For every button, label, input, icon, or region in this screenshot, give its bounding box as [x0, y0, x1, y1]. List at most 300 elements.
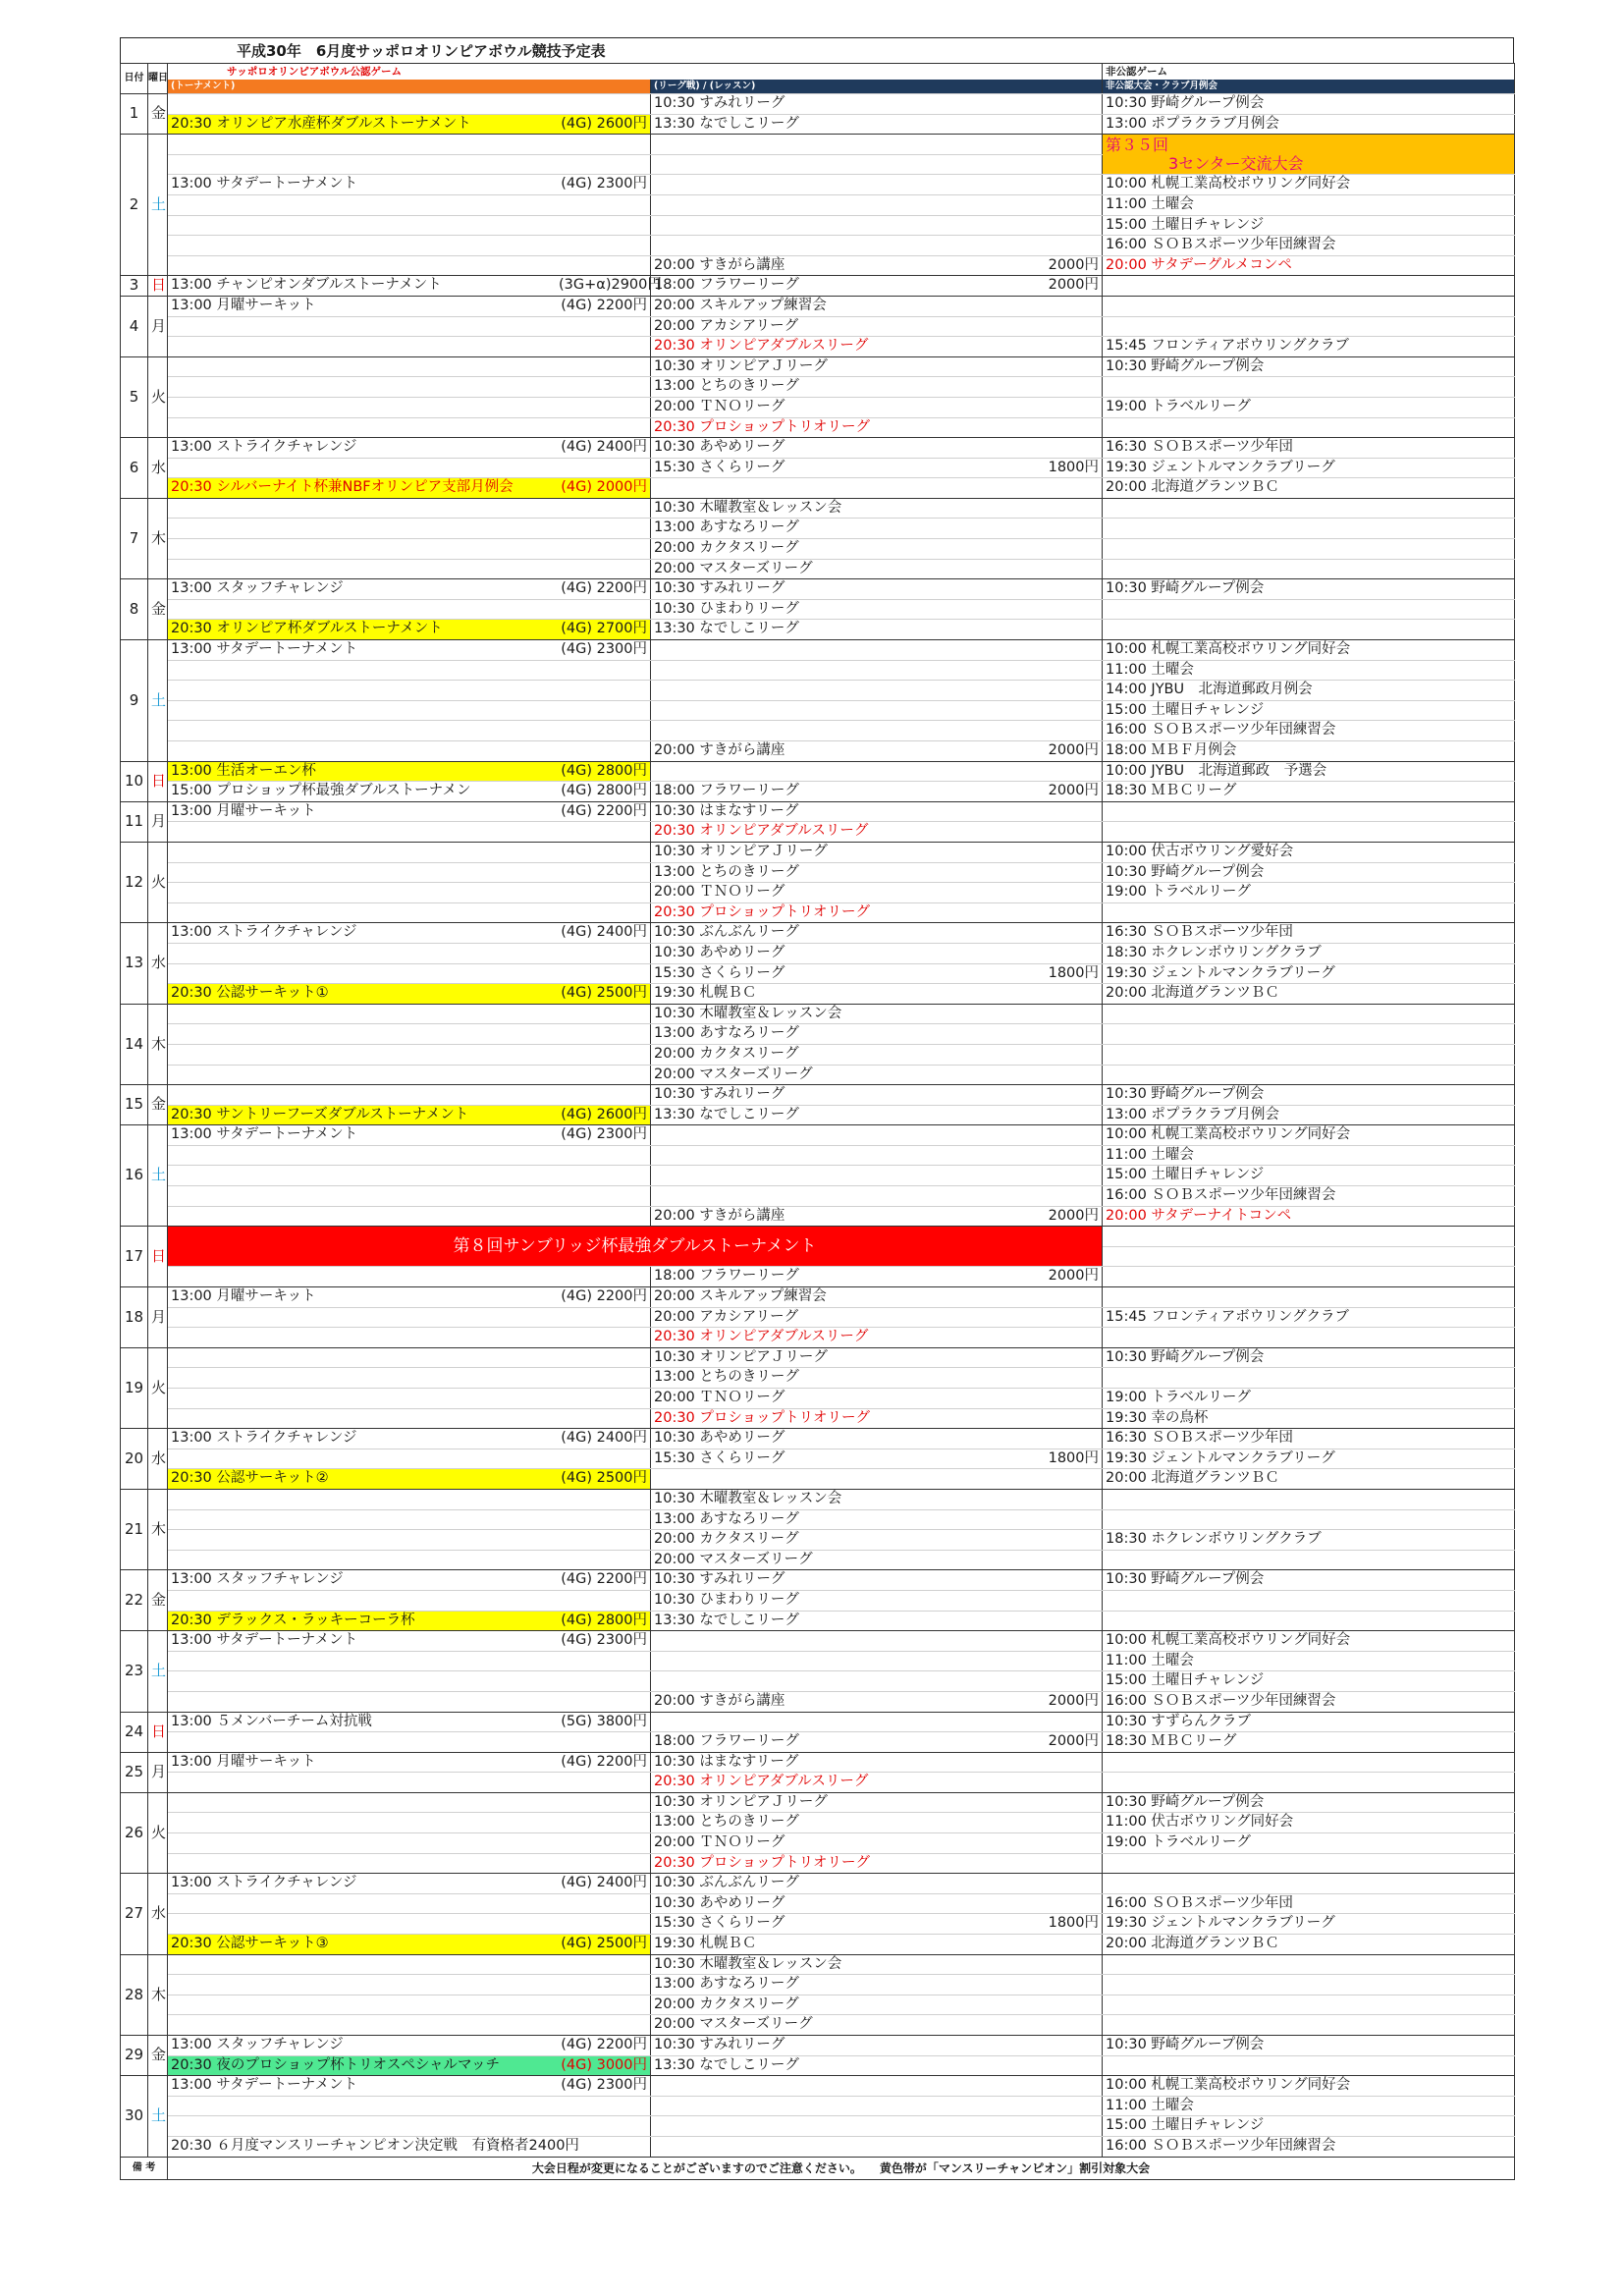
- club-event-cell: 16:00 ＳＯＢスポーツ少年団: [1103, 1893, 1515, 1914]
- club-event-cell: 20:00 サタデーナイトコンペ: [1103, 1206, 1515, 1227]
- league-cell: [651, 255, 1103, 276]
- tournament-cell: [168, 1914, 651, 1935]
- tournament-fee: (4G) 2800円: [561, 762, 647, 779]
- tournament-cell: [168, 438, 651, 459]
- tournament-cell: [168, 1611, 651, 1631]
- schedule-row: [121, 1227, 1515, 1247]
- tournament-name: 13:00 月曜サーキット: [171, 802, 316, 819]
- schedule-row: [121, 478, 1515, 499]
- league-name: 10:30 すみれリーグ: [654, 2037, 785, 2052]
- tournament-cell: [168, 2076, 651, 2097]
- league-cell: [651, 1631, 1103, 1652]
- league-name: 20:30 オリンピアダブルスリーグ: [654, 1774, 869, 1790]
- league-cell: [651, 1691, 1103, 1712]
- club-event-cell: 10:00 JYBU 北海道郵政 予選会: [1103, 761, 1515, 782]
- league-fee: 2000円: [1048, 277, 1100, 294]
- club-event-cell: 19:30 ジェントルマンクラブリーグ: [1103, 963, 1515, 984]
- exchange-event-number: 第３５回: [1106, 135, 1169, 154]
- schedule-table: [120, 63, 1515, 2180]
- league-cell: [651, 1935, 1103, 1955]
- club-event-cell: 10:00 伏古ボウリング愛好会: [1103, 842, 1515, 862]
- day-number: 9: [121, 640, 148, 762]
- league-name: 13:00 あすなろリーグ: [654, 519, 799, 536]
- tournament-cell: [168, 883, 651, 903]
- tournament-cell: [168, 1671, 651, 1692]
- schedule-row: [121, 1935, 1515, 1955]
- league-cell: [651, 377, 1103, 398]
- tournament-cell: [168, 519, 651, 539]
- schedule-row: [121, 1732, 1515, 1753]
- day-number: 18: [121, 1287, 148, 1348]
- league-cell: [651, 1307, 1103, 1328]
- league-cell: [651, 417, 1103, 438]
- club-event-cell: 16:00 ＳＯＢスポーツ少年団練習会: [1103, 721, 1515, 741]
- league-name: 10:30 はまなすリーグ: [654, 1753, 799, 1770]
- schedule-row: [121, 1509, 1515, 1530]
- tournament-name: 13:00 スタッフチャレンジ: [171, 2037, 344, 2052]
- tournament-cell: [168, 1732, 651, 1753]
- tournament-cell: [168, 175, 651, 195]
- league-name: 20:00 カクタスリーグ: [654, 1995, 799, 2012]
- schedule-row: [121, 377, 1515, 398]
- league-name: 20:00 ＴＮＯリーグ: [654, 1390, 785, 1405]
- club-event-cell: [1103, 498, 1515, 519]
- tournament-cell: [168, 681, 651, 701]
- schedule-row: [121, 822, 1515, 843]
- tournament-cell: [168, 1287, 651, 1308]
- weekday: 金: [148, 1085, 168, 1125]
- league-fee: 2000円: [1048, 1733, 1100, 1750]
- league-cell: [651, 1509, 1103, 1530]
- league-name: 10:30 すみれリーグ: [654, 1571, 785, 1588]
- schedule-row: [121, 1024, 1515, 1045]
- club-event-cell: 11:00 土曜会: [1103, 1145, 1515, 1166]
- tournament-cell: [168, 579, 651, 600]
- tournament-fee: (4G) 2600円: [561, 1106, 647, 1122]
- schedule-row: [121, 236, 1515, 256]
- tournament-cell: [168, 2055, 651, 2076]
- club-event-cell: [1103, 1752, 1515, 1773]
- league-cell: [651, 175, 1103, 195]
- tournament-fee: (4G) 2800円: [561, 1612, 647, 1628]
- league-cell: [651, 963, 1103, 984]
- club-event-cell: [1103, 1044, 1515, 1065]
- club-event-cell: [1103, 902, 1515, 923]
- league-name: 10:30 オリンピアＪリーグ: [654, 1793, 828, 1810]
- league-name: 20:30 プロショップトリオリーグ: [654, 1854, 870, 1871]
- schedule-row: [121, 1611, 1515, 1631]
- league-cell: [651, 559, 1103, 579]
- league-cell: [651, 1995, 1103, 2015]
- schedule-row: [121, 1105, 1515, 1125]
- league-name: 20:00 すきがら講座: [654, 256, 785, 273]
- league-name: 10:30 あやめリーグ: [654, 1894, 785, 1911]
- club-event-cell: 19:00 トラベルリーグ: [1103, 397, 1515, 417]
- day-number: 3: [121, 276, 148, 297]
- league-name: 10:30 木曜教室＆レッスン会: [654, 1005, 842, 1021]
- league-cell: [651, 276, 1103, 297]
- schedule-row: [121, 539, 1515, 560]
- league-cell: [651, 1651, 1103, 1671]
- tournament-name: 15:00 プロショップ杯最強ダブルストーナメン: [171, 783, 471, 799]
- schedule-row: [121, 1368, 1515, 1389]
- header-tournament: (トーナメント): [168, 80, 651, 94]
- league-name: 10:30 木曜教室＆レッスン会: [654, 499, 842, 516]
- league-name: 10:30 オリンピアＪリーグ: [654, 1348, 828, 1365]
- day-number: 11: [121, 801, 148, 842]
- tournament-cell: [168, 1449, 651, 1469]
- exchange-event-title: 3センター交流大会: [1106, 154, 1304, 174]
- league-cell: [651, 2096, 1103, 2116]
- schedule-row: [121, 2015, 1515, 2036]
- club-event-cell: 20:00 サタデーグルメコンペ: [1103, 255, 1515, 276]
- league-cell: [651, 782, 1103, 802]
- schedule-row: [121, 519, 1515, 539]
- league-cell: [651, 1792, 1103, 1813]
- schedule-row: [121, 842, 1515, 862]
- club-event-cell: 10:30 野崎グループ例会: [1103, 1085, 1515, 1106]
- league-cell: [651, 1328, 1103, 1348]
- tournament-cell: [168, 1469, 651, 1490]
- league-cell: [651, 1024, 1103, 1045]
- schedule-row: [121, 1874, 1515, 1894]
- league-name: 10:30 すみれリーグ: [654, 95, 785, 111]
- league-cell: [651, 1085, 1103, 1106]
- league-cell: [651, 1145, 1103, 1166]
- tournament-cell: [168, 559, 651, 579]
- league-cell: [651, 1408, 1103, 1429]
- tournament-cell: [168, 620, 651, 640]
- club-event-cell: [1103, 316, 1515, 337]
- league-cell: [651, 154, 1103, 175]
- tournament-cell: [168, 1065, 651, 1085]
- league-name: 10:30 ひまわりリーグ: [654, 600, 799, 617]
- club-event-cell: [1103, 296, 1515, 316]
- league-fee: 2000円: [1048, 742, 1100, 758]
- schedule-row: [121, 1590, 1515, 1611]
- league-name: 10:30 木曜教室＆レッスン会: [654, 1955, 842, 1972]
- league-name: 20:00 カクタスリーグ: [654, 1531, 799, 1548]
- league-cell: [651, 1389, 1103, 1409]
- tournament-cell: [168, 135, 651, 155]
- tournament-cell: [168, 1024, 651, 1045]
- schedule-row: [121, 2036, 1515, 2056]
- league-name: 20:30 プロショップトリオリーグ: [654, 903, 870, 920]
- league-cell: [651, 1833, 1103, 1854]
- day-number: 5: [121, 356, 148, 437]
- tournament-cell: [168, 478, 651, 499]
- schedule-row: [121, 1145, 1515, 1166]
- league-name: 10:30 オリンピアＪリーグ: [654, 843, 828, 859]
- schedule-row: [121, 579, 1515, 600]
- schedule-row: [121, 1995, 1515, 2015]
- club-event-cell: [1103, 1024, 1515, 1045]
- league-name: 20:00 カクタスリーグ: [654, 1045, 799, 1062]
- league-cell: [651, 640, 1103, 661]
- schedule-row: [121, 943, 1515, 963]
- tournament-cell: [168, 1145, 651, 1166]
- league-name: 19:30 札幌ＢＣ: [654, 1936, 757, 1952]
- club-event-cell: 10:00 札幌工業高校ボウリング同好会: [1103, 175, 1515, 195]
- tournament-cell: [168, 1590, 651, 1611]
- schedule-row: [121, 498, 1515, 519]
- tournament-cell: [168, 1631, 651, 1652]
- tournament-name: 20:30 オリンピア水産杯ダブルストーナメント: [171, 115, 471, 132]
- tournament-cell: [168, 1712, 651, 1732]
- day-number: 27: [121, 1874, 148, 1954]
- league-name: 10:30 オリンピアＪリーグ: [654, 357, 828, 374]
- schedule-row: [121, 1044, 1515, 1065]
- tournament-name: 20:30 ６月度マンスリーチャンピオン決定戦 有資格者2400円: [171, 2137, 579, 2154]
- tournament-name: 13:00 サタデートーナメント: [171, 641, 358, 658]
- schedule-row: [121, 194, 1515, 215]
- tournament-cell: [168, 1307, 651, 1328]
- league-cell: [651, 599, 1103, 620]
- footer-note: 大会日程が変更になることがございますのでご注意ください。 黄色帯が「マンスリーチャンピオン」割引対象大会: [168, 2157, 1515, 2179]
- tournament-fee: (4G) 2300円: [561, 1632, 647, 1649]
- tournament-cell: [168, 1874, 651, 1894]
- schedule-row: [121, 862, 1515, 883]
- day-number: 20: [121, 1429, 148, 1490]
- club-event-cell: 18:30 ホクレンボウリングクラブ: [1103, 943, 1515, 963]
- tournament-cell: [168, 337, 651, 357]
- league-name: 13:00 とちのきリーグ: [654, 1369, 799, 1386]
- schedule-row: [121, 1530, 1515, 1551]
- schedule-row: [121, 660, 1515, 681]
- schedule-row: [121, 135, 1515, 155]
- league-cell: [651, 1206, 1103, 1227]
- schedule-row: [121, 1186, 1515, 1207]
- club-event-cell: 10:00 札幌工業高校ボウリング同好会: [1103, 2076, 1515, 2097]
- weekday: 水: [148, 923, 168, 1004]
- schedule-row: [121, 1651, 1515, 1671]
- club-event-cell: 15:00 土曜日チャレンジ: [1103, 215, 1515, 236]
- league-name: 20:00 マスターズリーグ: [654, 2016, 813, 2033]
- club-event-cell: 20:00 北海道グランツＢＣ: [1103, 1935, 1515, 1955]
- tournament-cell: [168, 782, 651, 802]
- club-event-cell: [1103, 1227, 1515, 1247]
- schedule-row: [121, 963, 1515, 984]
- tournament-cell: [168, 1206, 651, 1227]
- league-cell: [651, 1893, 1103, 1914]
- schedule-row: [121, 1853, 1515, 1874]
- club-event-cell: 16:30 ＳＯＢスポーツ少年団: [1103, 438, 1515, 459]
- tournament-cell: [168, 1570, 651, 1591]
- schedule-row: [121, 1712, 1515, 1732]
- club-event-cell: 13:00 ポプラクラブ月例会: [1103, 1105, 1515, 1125]
- schedule-row: [121, 1570, 1515, 1591]
- weekday: 水: [148, 438, 168, 499]
- schedule-row: [121, 1004, 1515, 1024]
- tournament-fee: (4G) 2300円: [561, 641, 647, 658]
- club-event-cell: [1103, 1853, 1515, 1874]
- tournament-name: 13:00 ストライクチャレンジ: [171, 439, 357, 456]
- tournament-cell: [168, 215, 651, 236]
- league-cell: [651, 984, 1103, 1005]
- league-cell: [651, 1611, 1103, 1631]
- club-event-cell: 11:00 土曜会: [1103, 1651, 1515, 1671]
- league-name: 13:00 とちのきリーグ: [654, 1814, 799, 1831]
- tournament-name: 13:00 月曜サーキット: [171, 1753, 316, 1770]
- tournament-name: 13:00 月曜サーキット: [171, 1288, 316, 1305]
- day-number: 7: [121, 498, 148, 578]
- schedule-row: [121, 1833, 1515, 1854]
- league-name: 15:30 さくらリーグ: [654, 1915, 785, 1932]
- tournament-name: 13:00 ５メンバーチーム対抗戦: [171, 1713, 372, 1729]
- league-name: 20:30 オリンピアダブルスリーグ: [654, 823, 869, 840]
- club-event-cell: [1103, 1550, 1515, 1570]
- schedule-row: [121, 681, 1515, 701]
- schedule-row: [121, 1631, 1515, 1652]
- tournament-cell: [168, 1347, 651, 1368]
- tournament-name: 13:00 生活オーエン杯: [171, 762, 316, 779]
- club-event-cell: [1103, 1590, 1515, 1611]
- weekday: 木: [148, 1954, 168, 2035]
- day-number: 28: [121, 1954, 148, 2035]
- club-event-cell: 19:00 トラベルリーグ: [1103, 883, 1515, 903]
- tournament-cell: [168, 1389, 651, 1409]
- day-number: 8: [121, 579, 148, 640]
- club-event-cell: [1103, 559, 1515, 579]
- league-cell: [651, 721, 1103, 741]
- day-number: 1: [121, 94, 148, 135]
- league-cell: [651, 296, 1103, 316]
- league-cell: [651, 1914, 1103, 1935]
- page-title: 平成30年 6月度サッポロオリンピアボウル競技予定表: [120, 37, 1514, 63]
- league-name: 13:00 あすなろリーグ: [654, 1976, 799, 1993]
- day-number: 4: [121, 296, 148, 356]
- tournament-cell: [168, 943, 651, 963]
- header-official: サッポロオリンピアボウル公認ゲーム: [168, 64, 1103, 81]
- schedule-row: [121, 599, 1515, 620]
- club-event-cell: 15:00 土曜日チャレンジ: [1103, 1671, 1515, 1692]
- day-number: 16: [121, 1125, 148, 1227]
- tournament-cell: [168, 1853, 651, 1874]
- header-date: 日付: [121, 64, 148, 94]
- day-number: 14: [121, 1004, 148, 1084]
- schedule-row: [121, 1065, 1515, 1085]
- league-name: 18:00 フラワーリーグ: [654, 1268, 799, 1285]
- league-name: 20:00 ＴＮＯリーグ: [654, 398, 785, 414]
- schedule-row: [121, 741, 1515, 762]
- league-cell: [651, 1550, 1103, 1570]
- league-cell: [651, 1773, 1103, 1793]
- club-event-cell: 11:00 伏古ボウリング同好会: [1103, 1813, 1515, 1833]
- day-number: 19: [121, 1347, 148, 1428]
- club-event-cell: 18:30 ＭＢＣリーグ: [1103, 782, 1515, 802]
- weekday: 日: [148, 276, 168, 297]
- weekday: 木: [148, 1004, 168, 1084]
- league-cell: [651, 1712, 1103, 1732]
- tournament-name: 20:30 デラックス・ラッキーコーラ杯: [171, 1612, 415, 1628]
- schedule-row: [121, 1975, 1515, 1995]
- schedule-row: [121, 1328, 1515, 1348]
- tournament-cell: [168, 316, 651, 337]
- league-name: 15:30 さくらリーグ: [654, 964, 785, 981]
- club-event-cell: [1103, 377, 1515, 398]
- league-cell: [651, 397, 1103, 417]
- day-number: 6: [121, 438, 148, 499]
- club-event-cell: [1103, 519, 1515, 539]
- tournament-cell: [168, 822, 651, 843]
- tournament-fee: (4G) 2500円: [561, 1470, 647, 1487]
- league-name: 20:30 プロショップトリオリーグ: [654, 1409, 870, 1426]
- tournament-cell: [168, 700, 651, 721]
- league-name: 13:00 とちのきリーグ: [654, 378, 799, 395]
- league-cell: [651, 519, 1103, 539]
- club-event-cell: [1103, 1267, 1515, 1287]
- tournament-cell: [168, 2116, 651, 2137]
- league-cell: [651, 579, 1103, 600]
- weekday: 土: [148, 640, 168, 762]
- league-cell: [651, 236, 1103, 256]
- club-event-cell: 11:00 土曜会: [1103, 660, 1515, 681]
- tournament-name: 13:00 ストライクチャレンジ: [171, 1875, 357, 1891]
- league-name: 20:00 スキルアップ練習会: [654, 297, 827, 313]
- schedule-row: [121, 1267, 1515, 1287]
- league-cell: [651, 1671, 1103, 1692]
- league-name: 10:30 あやめリーグ: [654, 439, 785, 456]
- schedule-row: [121, 2096, 1515, 2116]
- tournament-cell: [168, 397, 651, 417]
- tournament-cell: [168, 923, 651, 944]
- club-event-cell: 16:00 ＳＯＢスポーツ少年団練習会: [1103, 236, 1515, 256]
- schedule-row: [121, 1287, 1515, 1308]
- schedule-row: [121, 1125, 1515, 1146]
- league-cell: [651, 478, 1103, 499]
- tournament-name: 13:00 サタデートーナメント: [171, 176, 358, 192]
- league-cell: [651, 1368, 1103, 1389]
- tournament-cell: [168, 1368, 651, 1389]
- league-cell: [651, 194, 1103, 215]
- club-event-cell: [1103, 1287, 1515, 1308]
- club-event-cell: 10:30 野崎グループ例会: [1103, 1792, 1515, 1813]
- tournament-name: 20:30 公認サーキット③: [171, 1936, 329, 1952]
- schedule-row: [121, 620, 1515, 640]
- tournament-name: 13:00 サタデートーナメント: [171, 1632, 358, 1649]
- tournament-cell: [168, 276, 662, 297]
- league-name: 20:00 すきがら講座: [654, 1207, 785, 1224]
- club-event-cell: 15:45 フロンティアボウリングクラブ: [1103, 1307, 1515, 1328]
- club-event-cell: 10:30 野崎グループ例会: [1103, 1570, 1515, 1591]
- league-name: 13:00 とちのきリーグ: [654, 863, 799, 880]
- schedule-row: [121, 2136, 1515, 2157]
- footer-label: 備 考: [121, 2157, 168, 2179]
- header-weekday: 曜日: [148, 64, 168, 94]
- weekday: 金: [148, 94, 168, 135]
- league-name: 20:00 マスターズリーグ: [654, 1066, 813, 1082]
- schedule-row: [121, 1085, 1515, 1106]
- league-name: 20:00 ＴＮＯリーグ: [654, 1834, 785, 1851]
- schedule-row: [121, 1550, 1515, 1570]
- schedule-row: [121, 438, 1515, 459]
- league-name: 20:00 スキルアップ練習会: [654, 1288, 827, 1305]
- club-event-cell: 10:30 野崎グループ例会: [1103, 579, 1515, 600]
- schedule-row: [121, 559, 1515, 579]
- schedule-row: [121, 1389, 1515, 1409]
- tournament-fee: (4G) 2700円: [561, 621, 647, 637]
- weekday: 月: [148, 1752, 168, 1792]
- tournament-cell: [168, 417, 651, 438]
- tournament-cell: [168, 1105, 651, 1125]
- schedule-row: [121, 175, 1515, 195]
- schedule-row: [121, 458, 1515, 478]
- league-cell: [651, 741, 1103, 762]
- club-event-cell: [1103, 539, 1515, 560]
- league-name: 13:30 なでしこリーグ: [654, 621, 799, 637]
- league-cell: [651, 94, 1103, 115]
- club-event-cell: [1103, 1004, 1515, 1024]
